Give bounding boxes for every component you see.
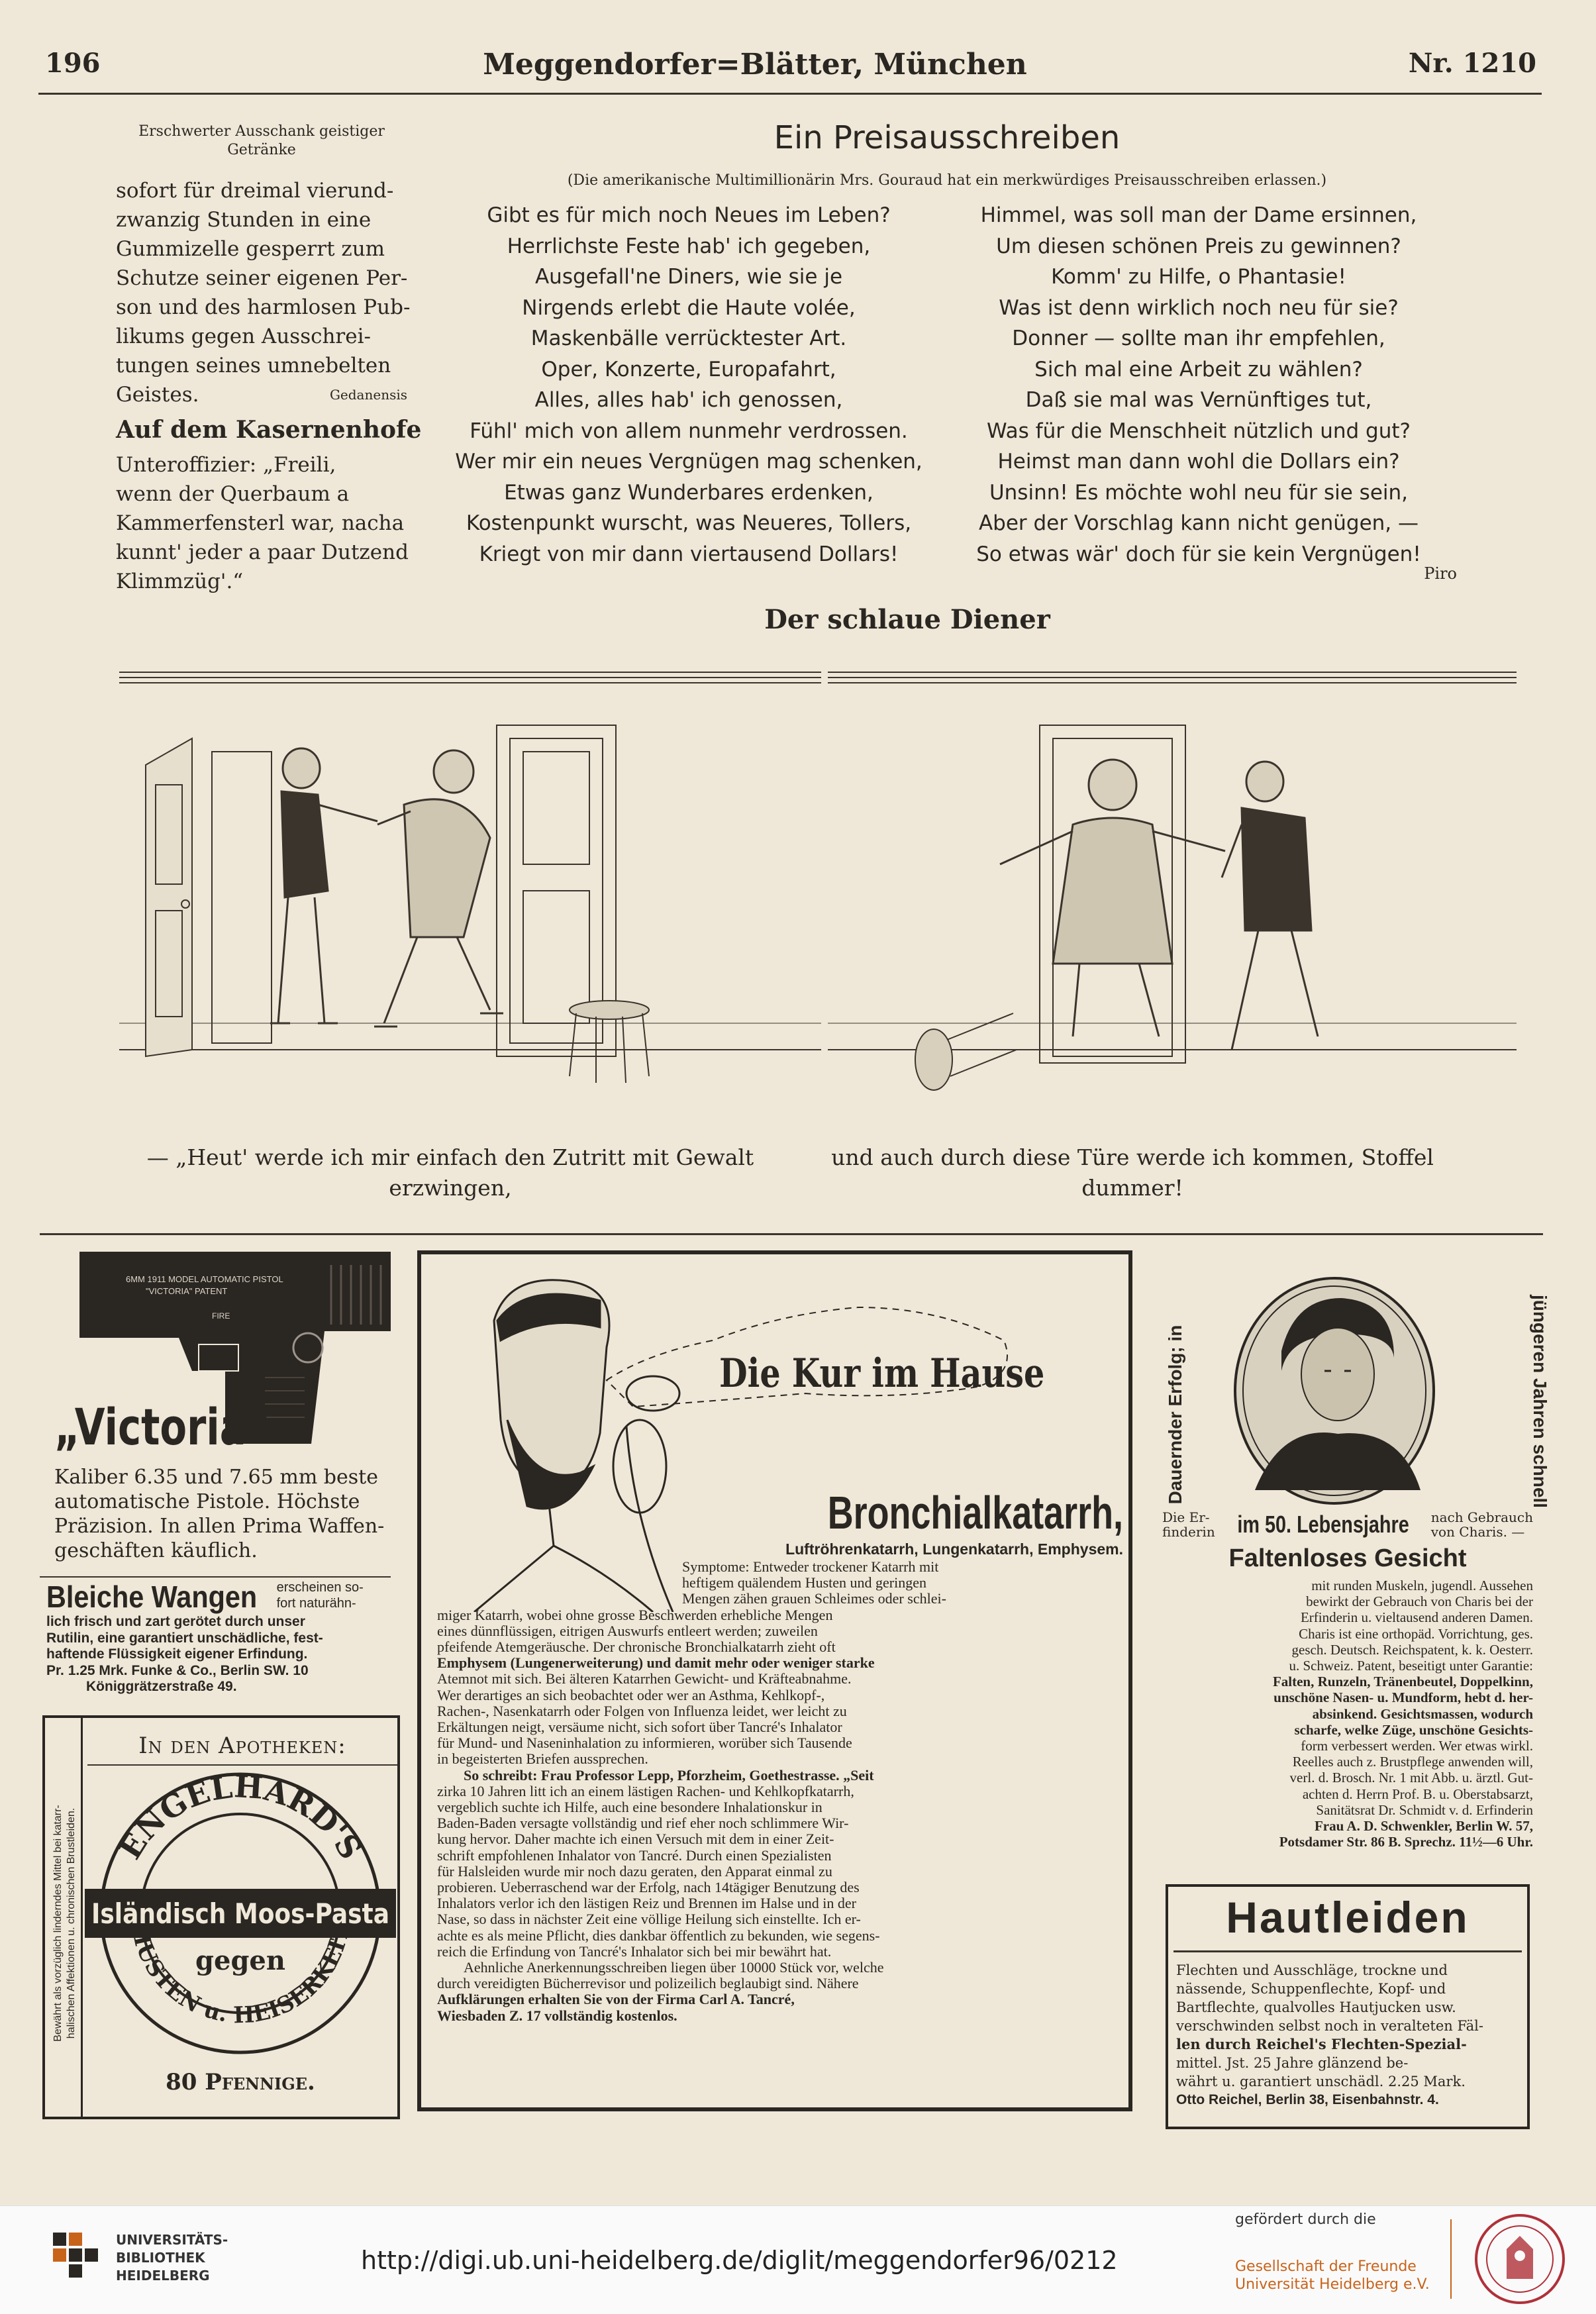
ad-line: Wer derartiges an sich beobachtet oder wer an Asthma, Kehlkopf-, xyxy=(437,1686,825,1703)
logo-line: BIBLIOTHEK xyxy=(116,2250,205,2266)
tancre-title: Die Kur im Hause xyxy=(719,1350,1045,1397)
caption-line: erzwingen, xyxy=(389,1175,512,1201)
ad-line: mittel. Jst. 25 Jahre glänzend be- xyxy=(1176,2055,1409,2071)
charis-age-line xyxy=(1162,1510,1533,1539)
ad-line: Charis ist eine orthopäd. Vorrichtung, ges. xyxy=(1299,1625,1533,1642)
pistol-engraving: 6MM 1911 MODEL AUTOMATIC PISTOL xyxy=(126,1274,283,1284)
sidebar-signature: Gedanensis xyxy=(329,387,407,403)
charis-portrait xyxy=(1228,1272,1440,1510)
ad-line: Aehnliche Anerkennungsschreiben liegen über 10000 Stück vor, welche xyxy=(464,1959,884,1976)
ad-tancre xyxy=(417,1250,1132,2111)
ad-line: Bewährt als vorzüglich linderndes Mittel bei katarr- xyxy=(52,1805,64,2042)
ad-line: Emphysem (Lungenerweiterung) und damit mehr oder weniger starke xyxy=(437,1654,875,1672)
poem-left-column xyxy=(437,200,940,570)
ad-line: erscheinen so- xyxy=(276,1580,364,1595)
sponsor-label: gefördert durch die xyxy=(1235,2211,1376,2228)
ad-line: haftende Flüssigkeit eigener Erfindung. xyxy=(46,1646,308,1662)
ad-line: reich die Erfindung von Tancré's Inhalator sich bei mir bewährt hat. xyxy=(437,1942,832,1960)
bleiche-wangen-headline: Bleiche Wangen xyxy=(46,1580,258,1614)
sidebar-item1-title xyxy=(116,123,407,160)
sponsor-line: Gesellschaft der Freunde xyxy=(1235,2258,1417,2275)
poem-line: So etwas wär' doch für sie kein Vergnügen! xyxy=(976,542,1421,566)
ad-line: durch vereidigten Bücherrevisor und polizeilich beglaubigt sind. Nähere xyxy=(437,1975,859,1992)
library-logo-icon xyxy=(53,2233,99,2286)
wall-hatching xyxy=(119,672,821,683)
ad-line: absinkend. Gesichtsmassen, wodurch xyxy=(1312,1705,1533,1722)
poem-line: Was ist denn wirklich noch neu für sie? xyxy=(999,295,1399,320)
ad-engelhard xyxy=(42,1715,400,2119)
ad-line: eines dünnflüssigen, eitrigen Auswurfs entleert werden; zuweilen xyxy=(437,1622,818,1639)
charis-body xyxy=(1162,1578,1533,1850)
ad-line: Präzision. In allen Prima Waffen- xyxy=(54,1515,385,1538)
engelhard-side-text xyxy=(52,1725,78,2122)
engelhard-emblem xyxy=(85,1771,396,2062)
poem-line: Oper, Konzerte, Europafahrt, xyxy=(541,357,836,381)
sidebar-line: zwanzig Stunden in eine xyxy=(116,208,372,232)
cartoon-title: Der schlaue Diener xyxy=(764,604,1050,635)
ad-line: miger Katarrh, wobei ohne grosse Beschwerden erhebliche Mengen xyxy=(437,1606,833,1623)
ad-line: von Charis. — xyxy=(1430,1524,1525,1540)
digitization-footer xyxy=(0,2205,1596,2314)
sponsor-divider xyxy=(1450,2219,1452,2299)
charis-arc-left: Dauernder Erfolg; in xyxy=(1165,1325,1185,1505)
poem-line: Heimst man dann wohl die Dollars ein? xyxy=(997,450,1400,474)
ad-line: Bartflechte, qualvolles Hautjucken usw. xyxy=(1176,1999,1456,2015)
poem-line: Fühl' mich von allem nunmehr verdrossen. xyxy=(470,419,908,443)
charis-small-left xyxy=(1162,1510,1215,1539)
ad-line: achte es als meine Pflicht, dies dankbar öffentlich zu bekunden, wie segens- xyxy=(437,1927,880,1944)
page-number: 196 xyxy=(45,48,101,79)
sidebar-item2-title: Auf dem Kasernenhofe xyxy=(116,416,422,444)
sidebar-line: Geistes. xyxy=(116,383,199,407)
poem-line: Sich mal eine Arbeit zu wählen? xyxy=(1034,357,1363,381)
charis-small-right xyxy=(1431,1510,1533,1539)
poem-author: Piro xyxy=(1424,564,1457,583)
poem-line: Nirgends erlebt die Haute volée, xyxy=(522,295,856,320)
ad-line: für Mund- und Naseninhalation zu informieren, worüber sich Tausende xyxy=(437,1735,852,1752)
ad-line: währt u. garantiert unschädl. 2.25 Mark. xyxy=(1176,2074,1466,2089)
ad-line: verl. d. Brosch. Nr. 1 mit Abb. u. ärztl. Gut- xyxy=(1289,1770,1533,1786)
ad-line: Die Er- xyxy=(1162,1509,1210,1525)
tancre-headline: Bronchialkatarrh, xyxy=(827,1487,1123,1538)
ad-line: Erfinderin u. vieltausend anderen Damen. xyxy=(1300,1609,1533,1626)
university-seal-icon xyxy=(1473,2213,1566,2305)
magazine-title: Meggendorfer=Blätter, München xyxy=(483,48,1027,81)
poem-line: Wer mir ein neues Vergnügen mag schenken, xyxy=(455,450,923,474)
ad-line: Rutilin, eine garantiert unschädliche, fest- xyxy=(46,1630,323,1646)
ad-line: verschwinden selbst noch in veralteten Fäl- xyxy=(1176,2018,1483,2034)
sponsor-text xyxy=(1235,2258,1430,2293)
ad-line: Kaliber 6.35 und 7.65 mm beste xyxy=(54,1466,378,1489)
engelhard-rule xyxy=(87,1764,397,1766)
engelhard-band-text: Isländisch Moos-Pasta xyxy=(91,1897,389,1930)
ad-line: halischen Affektionen u. chronischen Brustleiden. xyxy=(66,1807,77,2039)
tancre-subheadline: Luftröhrenkatarrh, Lungenkatarrh, Emphysem. xyxy=(785,1540,1123,1558)
poem-line: Kostenpunkt wurscht, was Neueres, Tollers, xyxy=(466,511,912,535)
ad-line: Rachen-, Nasenkatarrh oder Folgen von Influenza leidet, wer leicht zu xyxy=(437,1702,847,1719)
ad-line: zirka 10 Jahren litt ich an einem lästigen Rachen- und Kehlkopfkatarrh, xyxy=(437,1782,854,1799)
ad-line: lich frisch und zart gerötet durch unser xyxy=(46,1614,305,1629)
sidebar-line: Kammerfensterl war, nacha xyxy=(116,511,405,535)
caption-line: und auch durch diese Türe werde ich kommen, Stoffel xyxy=(831,1144,1434,1170)
ad-line: Königgrätzerstraße 49. xyxy=(86,1679,237,1694)
poem-line: Unsinn! Es möchte wohl neu für sie sein, xyxy=(989,480,1409,505)
tancre-body xyxy=(437,1559,1123,2024)
ad-line: probieren. Ueberraschend war der Erfolg, nach 14tägiger Benutzung des xyxy=(437,1879,860,1896)
sidebar-line: kunnt' jeder a paar Dutzend xyxy=(116,540,409,564)
ad-line: pfeifende Atemgeräusche. Der chronische Bronchialkatarrh zieht oft xyxy=(437,1638,836,1656)
poem-line: Maskenbälle verrücktester Art. xyxy=(530,327,847,350)
ads-rule xyxy=(40,1233,1543,1235)
sidebar-line: Unteroffizier: „Freili, xyxy=(116,453,336,477)
poem-line: Kriegt von mir dann viertausend Dollars! xyxy=(479,542,899,566)
poem-line: Gibt es für mich noch Neues im Leben? xyxy=(487,203,891,227)
cartoon-caption-left xyxy=(119,1142,781,1203)
ad-line: mit runden Muskeln, jugendl. Aussehen xyxy=(1311,1578,1533,1593)
cartoon-caption-right xyxy=(815,1142,1450,1203)
ad-line: scharfe, welke Züge, unschöne Gesichts- xyxy=(1294,1721,1533,1738)
sidebar-line: sofort für dreimal vierund- xyxy=(116,179,394,203)
ad-line: in begeisterten Briefen aussprechen. xyxy=(437,1750,648,1768)
figure-servant xyxy=(374,750,503,1027)
engelhard-ring-top xyxy=(112,1771,369,1866)
ad-line: Otto Reichel, Berlin 38, Eisenbahnstr. 4. xyxy=(1176,2092,1439,2107)
ad-line: Atemnot mit sich. Bei älteren Katarrhen Gewicht- und Kräfteabnahme. xyxy=(437,1670,852,1687)
logo-line: UNIVERSITÄTS- xyxy=(116,2232,228,2248)
sidebar-line: Gummizelle gesperrt zum xyxy=(116,237,385,261)
ad-line: Flechten und Ausschläge, trockne und xyxy=(1176,1962,1448,1978)
poem-line: Herrlichste Feste hab' ich gegeben, xyxy=(507,234,871,258)
ad-line: Potsdamer Str. 86 B. Sprechz. 11½—6 Uhr. xyxy=(1279,1834,1533,1850)
charis-age: im 50. Lebensjahre xyxy=(1237,1511,1409,1538)
ad-line: gesch. Deutsch. Reichspatent, k. k. Oesterr. xyxy=(1291,1641,1533,1658)
sidebar-item1-body xyxy=(116,176,411,409)
ad-line: Wiesbaden Z. 17 vollständig kostenlos. xyxy=(437,2007,677,2024)
victoria-title: „Victoria“ xyxy=(54,1397,272,1456)
stool xyxy=(570,1001,649,1083)
logo-line: HEIDELBERG xyxy=(116,2268,210,2284)
ad-line: achten d. Herrn Prof. B. u. Oberstabsarzt, xyxy=(1302,1786,1533,1802)
ad-line: Frau A. D. Schwenkler, Berlin W. 57, xyxy=(1314,1818,1533,1835)
ad-line: Inhalators verlor ich den lästigen Reiz und Brennen im Halse und in der xyxy=(437,1895,856,1912)
bleiche-wangen-side xyxy=(277,1580,364,1611)
ad-line: nässende, Schuppenflechte, Kopf- und xyxy=(1176,1981,1446,1997)
sidebar-line: son und des harmlosen Pub- xyxy=(116,295,411,319)
open-door xyxy=(146,738,272,1056)
sidebar-item1-title-line: Getränke xyxy=(227,142,296,158)
caption-line: dummer! xyxy=(1081,1175,1183,1201)
poem-line: Himmel, was soll man der Dame ersinnen, xyxy=(980,203,1417,227)
cartoon-panel-left xyxy=(119,652,821,1129)
ad-line: nach Gebrauch xyxy=(1430,1509,1533,1525)
ad-line: finderin xyxy=(1162,1524,1215,1540)
figure-intruder xyxy=(270,748,377,1023)
ad-line: u. Schweiz. Patent, beseitigt unter Garantie: xyxy=(1289,1658,1533,1674)
figure-servant-blocking xyxy=(1000,760,1225,1036)
ad-line: für Halsleiden wurde mir noch dazu geraten, den Apparat einmal zu xyxy=(437,1862,832,1880)
victoria-text xyxy=(54,1465,399,1563)
ad-divider xyxy=(40,1576,391,1578)
sponsor-line: Universität Heidelberg e.V. xyxy=(1235,2276,1430,2293)
poem-line: Was für die Menschheit nützlich und gut? xyxy=(987,419,1411,443)
ad-charis xyxy=(1162,1245,1550,1881)
hautleiden-headline: Hautleiden xyxy=(1226,1893,1470,1942)
poem-subtitle: (Die amerikanische Multimillionärin Mrs. Gouraud hat ein merkwürdiges Preisausschreiben erlassen.) xyxy=(567,172,1327,189)
ad-line: Baden-Baden versagte vollständig und rief eher noch schlimmere Wir- xyxy=(437,1815,849,1832)
overturned-stool xyxy=(915,1013,1017,1090)
ad-line: fort naturähn- xyxy=(276,1596,356,1611)
engelhard-price: 80 Pfennige. xyxy=(166,2069,315,2095)
poem-line: Daß sie mal was Vernünftiges tut, xyxy=(1025,388,1372,412)
wall-hatching xyxy=(828,672,1517,683)
caption-line: — „Heut' werde ich mir einfach den Zutritt mit Gewalt xyxy=(146,1144,754,1170)
poem-line: Um diesen schönen Preis zu gewinnen? xyxy=(996,234,1401,258)
ad-line: kung hervor. Daher machte ich einen Versuch mit dem in einer Zeit- xyxy=(437,1831,834,1848)
figure-intruder-charging xyxy=(1222,762,1318,1050)
ad-line: form verbessert werden. Wer etwas wirkl. xyxy=(1301,1738,1533,1754)
ad-line: Reelles auch z. Brustpflege anwenden will, xyxy=(1292,1754,1533,1770)
engelhard-ring-bottom-text: HUSTEN u. HEISERKEIT xyxy=(125,1922,356,2029)
sidebar-last-line xyxy=(116,380,407,409)
engelhard-header: In den Apotheken: xyxy=(138,1733,346,1759)
ad-line: heftigem quälendem Husten und geringen xyxy=(682,1574,927,1591)
sidebar-line: likums gegen Ausschrei- xyxy=(116,325,371,348)
ad-line: Falten, Runzeln, Tränenbeutel, Doppelkinn, xyxy=(1272,1674,1533,1690)
poem-title: Ein Preisausschreiben xyxy=(773,119,1121,156)
engelhard-gegen: gegen xyxy=(195,1945,285,1976)
ad-line: Erkältungen neigt, versäume nicht, sich sofort über Tancré's Inhalator xyxy=(437,1719,842,1736)
hautleiden-body xyxy=(1176,1961,1521,2109)
ad-line: bewirkt der Gebrauch von Charis bei der xyxy=(1306,1593,1533,1610)
ad-line: unschöne Nasen- u. Mundform, hebt d. her- xyxy=(1273,1689,1533,1706)
sidebar-item2-body xyxy=(116,450,407,596)
engelhard-ring-top-text: ENGELHARD'S xyxy=(112,1771,369,1866)
ad-line: Mengen zähen grauen Schleimes oder schlei- xyxy=(682,1590,946,1607)
ad-line: len durch Reichel's Flechten-Spezial- xyxy=(1176,2036,1467,2052)
bleiche-wangen-text xyxy=(46,1614,397,1695)
header-rule xyxy=(38,93,1542,95)
sidebar-line: tungen seines umnebelten xyxy=(116,354,391,377)
poem-line: Alles, alles hab' ich genossen, xyxy=(534,388,843,412)
library-logo-text xyxy=(116,2231,228,2285)
sidebar-line: wenn der Querbaum a xyxy=(116,482,350,506)
charis-arc-right: jüngeren Jahren schnell xyxy=(1530,1294,1550,1509)
ad-line: Symptome: Entweder trockener Katarrh mit xyxy=(682,1558,939,1575)
ad-line: Sanitätsrat Dr. Schmidt v. d. Erfinderin xyxy=(1316,1801,1533,1818)
pistol-engraving-2: "VICTORIA" PATENT xyxy=(146,1286,228,1296)
ad-line: geschäften käuflich. xyxy=(54,1539,258,1562)
ad-line: Nase, so dass in nächster Zeit eine völlige Heilung sich einstellte. Ich er- xyxy=(437,1911,861,1928)
ad-line: So schreibt: Frau Professor Lepp, Pforzheim, Goethestrasse. „Seit xyxy=(464,1766,874,1784)
source-url-link[interactable]: http://digi.ub.uni-heidelberg.de/diglit/meggendorfer96/0212 xyxy=(361,2246,1118,2275)
cartoon-panel-right xyxy=(828,652,1517,1129)
poem-line: Aber der Vorschlag kann nicht genügen, — xyxy=(978,511,1419,535)
poem-line: Ausgefall'ne Diners, wie sie je xyxy=(534,265,843,289)
poem-right-column xyxy=(940,200,1457,570)
ad-line: Pr. 1.25 Mrk. Funke & Co., Berlin SW. 10 xyxy=(46,1662,309,1678)
ad-hautleiden xyxy=(1166,1884,1530,2129)
sidebar-line: Schutze seiner eigenen Per- xyxy=(116,266,408,290)
charis-headline: Faltenloses Gesicht xyxy=(1228,1544,1467,1572)
sidebar-item1-title-line: Erschwerter Ausschank geistiger xyxy=(138,123,385,140)
ad-line: vergeblich suchte ich Hilfe, auch eine besondere Inhalationskur in xyxy=(437,1799,823,1816)
ad-bleiche-wangen xyxy=(46,1580,397,1695)
poem-line: Donner — sollte man ihr empfehlen, xyxy=(1012,327,1385,350)
pistol-fire-label: FIRE xyxy=(212,1311,230,1321)
ad-line: Aufklärungen erhalten Sie von der Firma Carl A. Tancré, xyxy=(437,1991,795,2008)
ad-line: schrift empfohlenen Inhalator von Tancré. Durch einen Spezialisten xyxy=(437,1846,832,1864)
poem-line: Komm' zu Hilfe, o Phantasie! xyxy=(1051,265,1346,289)
poem-line: Etwas ganz Wunderbares erdenken, xyxy=(504,480,873,505)
issue-number: Nr. 1210 xyxy=(1408,48,1536,79)
ad-line: automatische Pistole. Höchste xyxy=(54,1490,360,1513)
hautleiden-rule xyxy=(1173,1950,1522,1952)
sidebar-line: Klimmzüg'.“ xyxy=(116,570,244,593)
